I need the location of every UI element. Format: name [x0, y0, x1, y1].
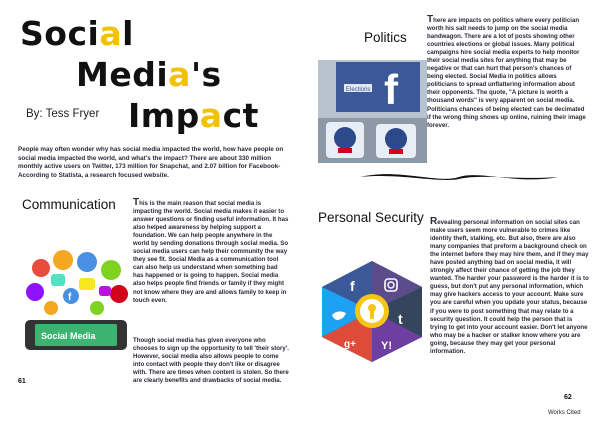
- tumblr-icon: t: [398, 311, 403, 327]
- communication-paragraph-1: This is the main reason that social media is impacting the world. Social media makes it easier to answer questions or finding useful information. It has also helped awareness by helping support a foundation. We can help people anywhere in the world by sending donations through social media. So social media users can help their community the way they see fit. Social Media as a communication tool can also help us understand when something bad has happened or is going to happen. Social media also helps people find friends or family if they might not know where they are and allows family to keep in touch even.: [133, 197, 289, 304]
- social-media-caption: Social Media: [41, 331, 96, 341]
- works-cited-label: Works Cited: [548, 410, 581, 416]
- decorative-divider: [358, 170, 560, 184]
- title-line-1: Social: [20, 14, 134, 53]
- svg-text:f: f: [384, 66, 398, 113]
- svg-text:f: f: [68, 292, 72, 303]
- google-plus-icon: g+: [344, 339, 356, 350]
- communication-paragraph-2: Though social media has given everyone who chooses to sign up the opportunity to tell 'their story'. However, social media also allows people to come into contact with people they don't like or disagree with. There are times when content is stolen. So there are clearly benefits and drawbacks of social media.: [133, 337, 289, 385]
- security-hexagon-graphic: [318, 259, 427, 364]
- facebook-icon: f: [350, 278, 355, 294]
- security-paragraph: Revealing personal information on social sites can make users seem more vulnerable to crimes like identity theft, stalking, etc. But also, there are also many companies that preform a background check on the internet before they may hire them, and if they may have posted anything bad on social media, it will strongly affect their chance of getting the job they wanted. The harder your password is the harder it is to guess, but don't put any personal information, which may give hackers access to your account. Make sure you are careful when you update your status, because if you were to post something that may relate to a security question. It could help the person that is trying to get into your account easier. Don't let anyone who may be a hacker or stalker know where you are going, because they may get your personal information.: [430, 216, 589, 355]
- page-number-right: 62: [564, 394, 572, 401]
- elections-sign-text: Elections: [346, 87, 371, 93]
- yahoo-icon: Y!: [381, 340, 392, 352]
- intro-paragraph: People may often wonder why has social media impacted the world, how have people on social media impacted the world, and what's the impact? There are about 330 million monthly active users on Twitter, 173 million for Snapchat, and 2.07 billion for Facebook- According to Statista, a research focused website.: [18, 146, 284, 179]
- page-number-left: 61: [18, 378, 26, 385]
- politics-paragraph: There are impacts on politics where every politician worth his salt needs to jump on the social media bandwagon. There are a lot of posts showing other countries elections or global issues. Many political campaigns hire social media experts to help monitor their social media sites for anything that may be negative or that can hurt that person's chances of being elected. Social Media in politics allows politicians to spread unflattering information about their opponents. The quote, "A picture is worth a thousand words" is very apparent on social media. Politicians chances of being elected can be decimated if the wrong thing shows up online, ruining their image forever.: [427, 14, 586, 129]
- security-heading: Personal Security: [318, 210, 424, 225]
- social-media-illustration: [21, 248, 131, 354]
- politics-photo: [318, 60, 427, 163]
- title-line-2: Media's: [76, 55, 222, 94]
- title-line-3: Impact: [128, 96, 259, 135]
- communication-heading: Communication: [22, 197, 116, 212]
- byline: By: Tess Fryer: [26, 108, 100, 120]
- politics-heading: Politics: [364, 30, 407, 45]
